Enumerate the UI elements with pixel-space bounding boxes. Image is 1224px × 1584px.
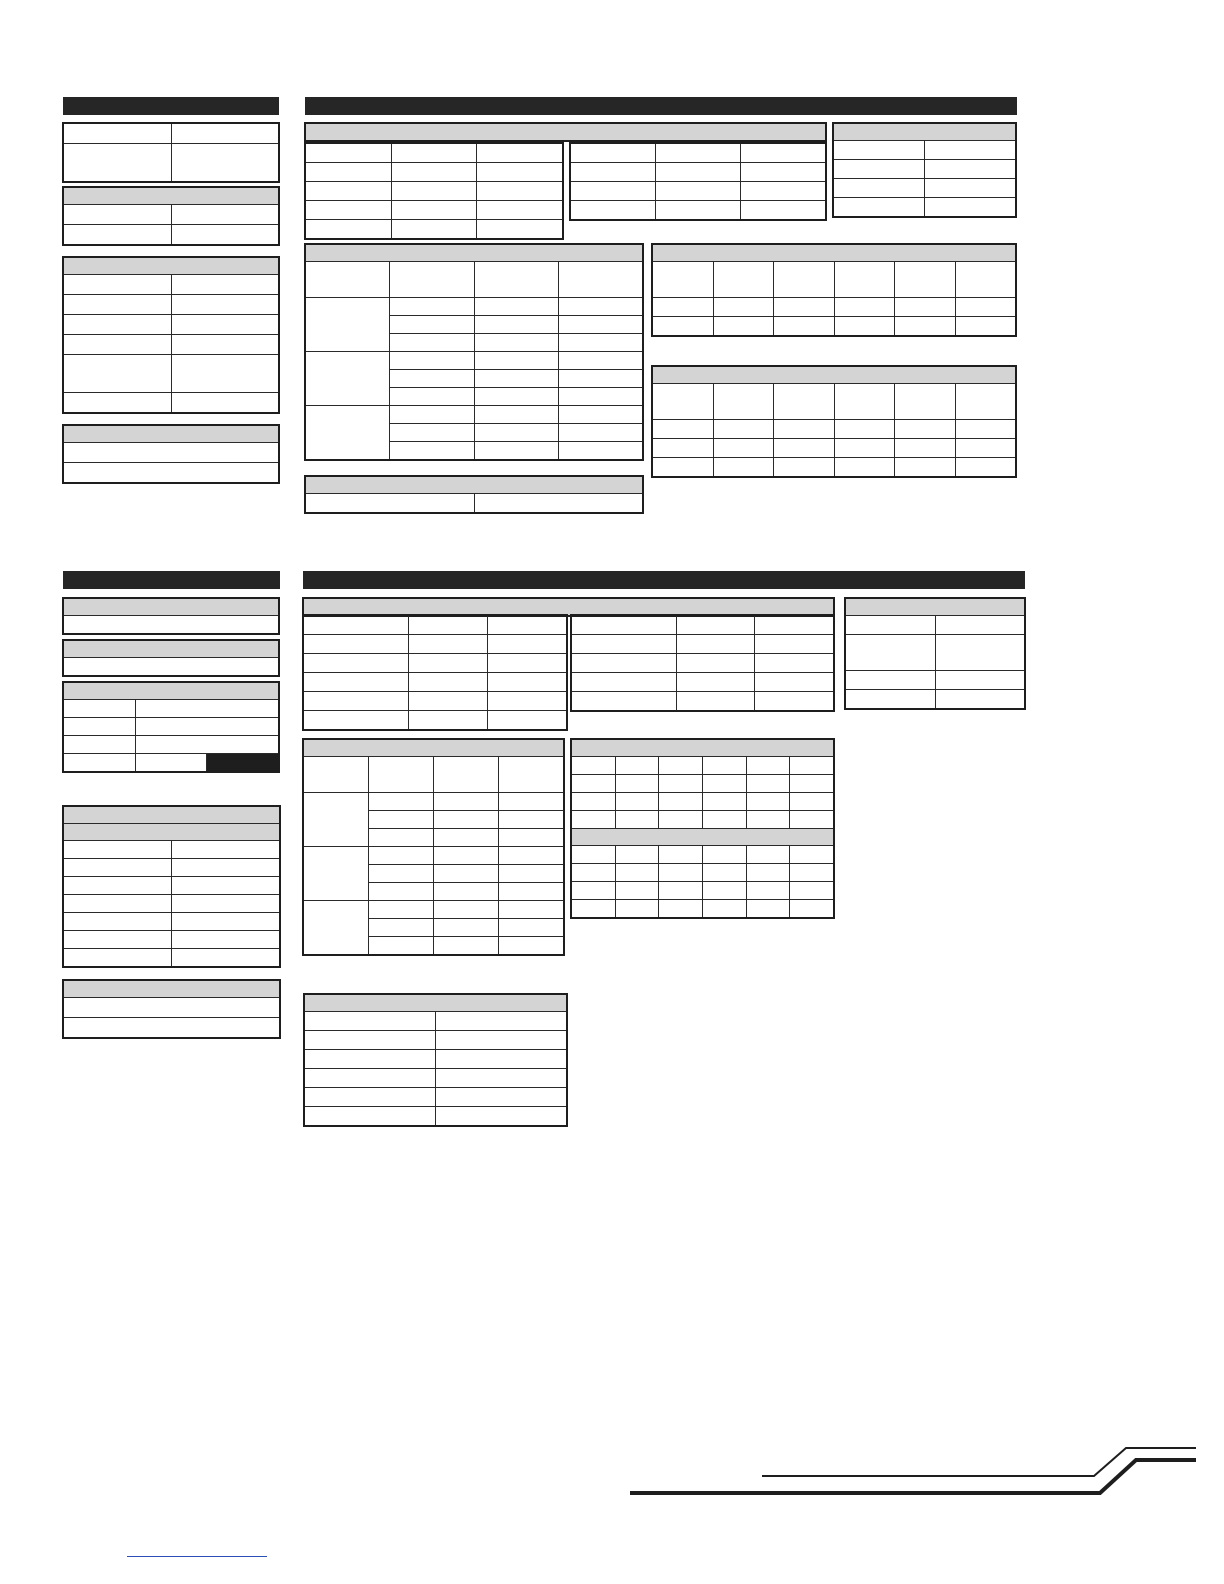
s1-left-table-a xyxy=(63,123,279,182)
s1-left-table-c xyxy=(63,257,279,413)
s1-matrix-table-a xyxy=(652,244,1016,336)
section2-right-header-bar xyxy=(303,571,1025,589)
s2-left-table-a xyxy=(63,598,279,634)
section1-right-header-bar xyxy=(305,97,1017,115)
s2-left-table-d xyxy=(63,806,280,967)
s2-matrix-table xyxy=(571,739,834,918)
s2-left-table-b xyxy=(63,640,279,676)
s1-matrix-table-b xyxy=(652,366,1016,477)
section2-left-header-bar xyxy=(63,571,280,589)
s2-right-small-table xyxy=(845,598,1025,709)
footer-decorative-lines xyxy=(620,1440,1200,1500)
s1-bottom-two-col-table xyxy=(305,476,643,513)
s2-left-table-c xyxy=(63,682,279,772)
s1-right-small-table xyxy=(833,123,1016,217)
s1-left-table-d xyxy=(63,425,279,483)
s2-left-table-e xyxy=(63,980,280,1038)
section1-left-header-bar xyxy=(63,97,279,115)
s2-main-subtable-right xyxy=(571,615,834,711)
s2-bottom-table xyxy=(304,994,567,1126)
s2-main-group-header xyxy=(303,598,834,616)
s1-left-table-b xyxy=(63,187,279,245)
s1-main-subtable-left xyxy=(305,143,563,239)
s1-main-group-header xyxy=(305,123,826,141)
s1-main-subtable-right xyxy=(570,143,826,220)
footer-link-underline[interactable] xyxy=(127,1556,267,1557)
s2-main-subtable-left xyxy=(303,615,567,730)
s2-grouped-table xyxy=(303,739,564,955)
s1-grouped-table xyxy=(305,244,643,460)
